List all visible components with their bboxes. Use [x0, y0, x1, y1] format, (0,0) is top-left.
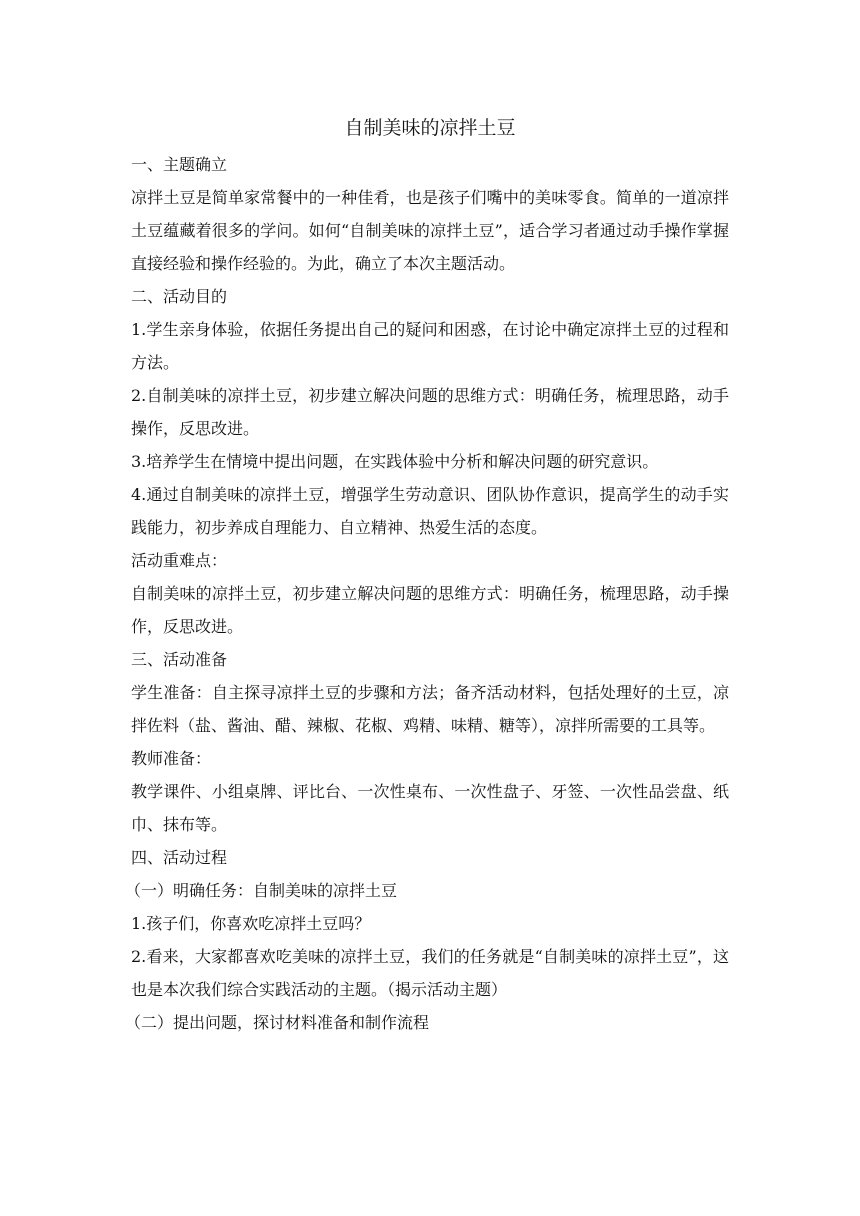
- section-heading-goals: 二、活动目的: [131, 287, 228, 306]
- section-heading-process: 四、活动过程: [131, 848, 228, 867]
- goal-item-2: 2.自制美味的凉拌土豆，初步建立解决问题的思维方式：明确任务，梳理思路，动手操作，反思改进。: [131, 386, 729, 438]
- teacher-preparation-heading: 教师准备：: [131, 749, 212, 768]
- document-title: 自制美味的凉拌土豆: [344, 117, 516, 139]
- document-body: [125, 110, 729, 1039]
- key-points-heading: 活动重难点：: [131, 551, 228, 570]
- section-heading-topic: 一、主题确立: [131, 155, 228, 174]
- goal-item-4: 4.通过自制美味的凉拌土豆，增强学生劳动意识、团队协作意识，提高学生的动手实践能力，初步养成自理能力、自立精神、热爱生活的态度。: [131, 485, 729, 537]
- key-points-text: 自制美味的凉拌土豆，初步建立解决问题的思维方式：明确任务，梳理思路，动手操作，反思改进。: [131, 584, 729, 636]
- paragraph-topic-intro: 凉拌土豆是简单家常餐中的一种佳肴，也是孩子们嘴中的美味零食。简单的一道凉拌土豆蕴藏着很多的学问。如何“自制美味的凉拌土豆”，适合学习者通过动手操作掌握直接经验和操作经验的。为此，确立了本次主题活动。: [131, 188, 729, 273]
- process-step-2-heading: （二）提出问题，探讨材料准备和制作流程: [125, 1013, 430, 1032]
- student-preparation-text: 学生准备：自主探寻凉拌土豆的步骤和方法；备齐活动材料，包括处理好的土豆，凉拌佐料（盐、酱油、醋、辣椒、花椒、鸡精、味精、糖等），凉拌所需要的工具等。: [131, 683, 729, 735]
- section-heading-preparation: 三、活动准备: [131, 650, 228, 669]
- goal-item-1: 1.学生亲身体验，依据任务提出自己的疑问和困惑，在讨论中确定凉拌土豆的过程和方法。: [131, 320, 729, 372]
- process-step-1-item-1: 1.孩子们，你喜欢吃凉拌土豆吗？: [131, 914, 371, 933]
- teacher-preparation-text: 教学课件、小组桌牌、评比台、一次性桌布、一次性盘子、牙签、一次性品尝盘、纸巾、抹布等。: [131, 782, 729, 834]
- process-step-1-heading: （一）明确任务：自制美味的凉拌土豆: [125, 881, 398, 900]
- goal-item-3: 3.培养学生在情境中提出问题，在实践体验中分析和解决问题的研究意识。: [131, 452, 659, 471]
- process-step-1-item-2: 2.看来，大家都喜欢吃美味的凉拌土豆，我们的任务就是“自制美味的凉拌土豆”，这也是本次我们综合实践活动的主题。（揭示活动主题）: [131, 947, 729, 999]
